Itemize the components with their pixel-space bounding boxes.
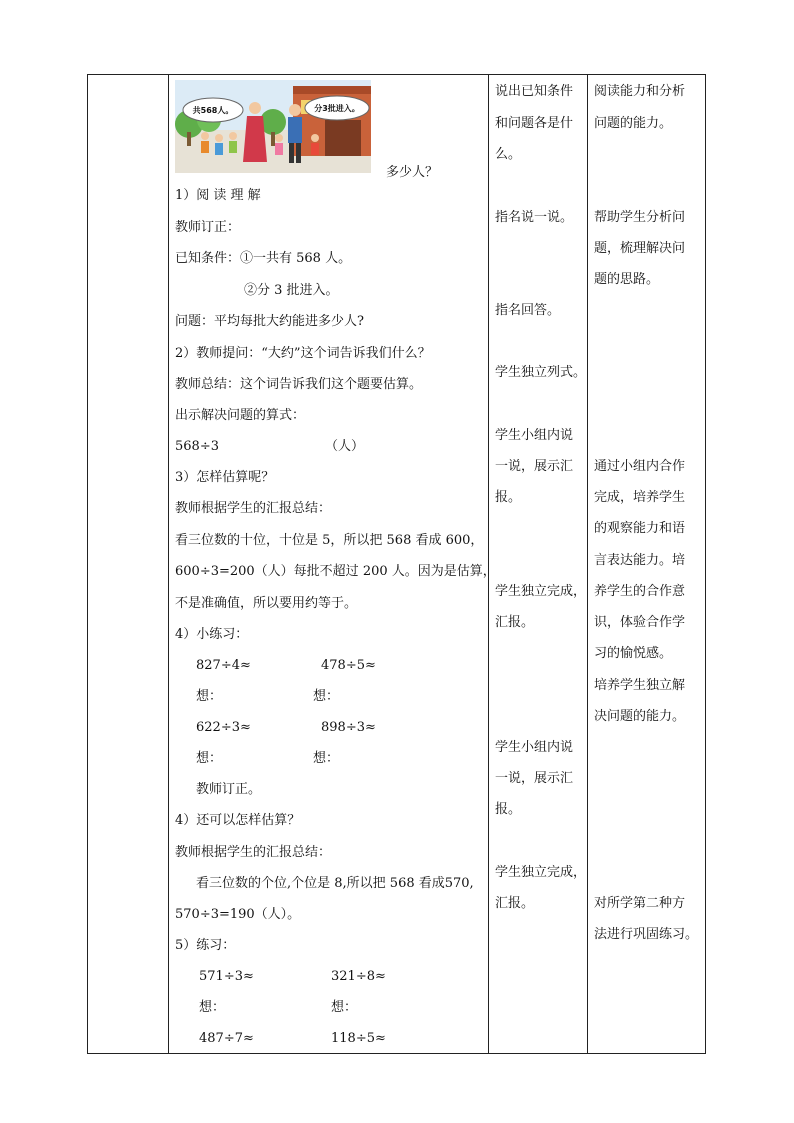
design-intent: 通过小组内合作 bbox=[594, 459, 686, 474]
exercise-1b: 321÷8≈ bbox=[331, 969, 386, 984]
student-activity: 汇报。 bbox=[495, 615, 535, 630]
design-intent: 法进行巩固练习。 bbox=[594, 927, 699, 942]
estimate-question: 3）怎样估算呢？ bbox=[175, 470, 275, 485]
student-activity: 一说，展示汇 bbox=[495, 459, 574, 474]
design-intent: 阅读能力和分析 bbox=[594, 84, 686, 99]
student-activity: 学生独立完成， bbox=[495, 865, 587, 880]
student-activity: 指名说一说。 bbox=[495, 210, 574, 225]
known-condition-2: ②分 3 批进入。 bbox=[244, 283, 339, 298]
explanation-line-1: 看三位数的十位，十位是 5，所以把 568 看成 600， bbox=[175, 533, 484, 548]
exercise-1a: 571÷3≈ bbox=[199, 969, 254, 984]
think-1a: 想： bbox=[196, 689, 223, 704]
think-1b: 想： bbox=[313, 689, 340, 704]
exercise-2a: 487÷7≈ bbox=[199, 1031, 254, 1046]
student-activity: 一说，展示汇 bbox=[495, 771, 574, 786]
formula-label: 出示解决问题的算式： bbox=[175, 408, 306, 423]
classroom-illustration bbox=[175, 80, 371, 173]
teacher-correction-label: 教师订正： bbox=[175, 220, 241, 235]
design-intent: 完成，培养学生 bbox=[594, 490, 686, 505]
mini-practice-heading: 4）小练习： bbox=[175, 627, 249, 642]
student-activity: 报。 bbox=[495, 490, 522, 505]
question-tail: 多少人？ bbox=[386, 165, 439, 180]
student-activity: 说出已知条件 bbox=[495, 84, 574, 99]
exercise-think-a: 想： bbox=[199, 1000, 226, 1015]
student-activity: 学生独立完成， bbox=[495, 584, 587, 599]
design-intent: 言表达能力。培 bbox=[594, 553, 686, 568]
column-divider-1 bbox=[168, 75, 169, 1053]
formula-unit: （人） bbox=[325, 439, 365, 454]
column-divider-3 bbox=[587, 75, 588, 1053]
student-activity: 么。 bbox=[495, 147, 522, 162]
exercise-2b: 118÷5≈ bbox=[331, 1031, 386, 1046]
bubble-batches-text: 分3批进入。 bbox=[314, 104, 360, 113]
another-method-question: 4）还可以怎样估算？ bbox=[175, 813, 301, 828]
teacher-question: 2）教师提问：“大约”这个词告诉我们什么？ bbox=[175, 346, 431, 361]
design-intent: 习的愉悦感。 bbox=[594, 646, 673, 661]
student-activity: 汇报。 bbox=[495, 896, 535, 911]
exercise-think-b: 想： bbox=[331, 1000, 358, 1015]
student-activity: 学生独立列式。 bbox=[495, 365, 587, 380]
formula-expression: 568÷3 bbox=[175, 439, 219, 454]
design-intent: 题，梳理解决问 bbox=[594, 241, 686, 256]
practice-1a: 827÷4≈ bbox=[196, 658, 251, 673]
student-activity: 学生小组内说 bbox=[495, 428, 574, 443]
exercise-heading: 5）练习： bbox=[175, 938, 236, 953]
explanation-line-2: 600÷3=200（人）每批不超过 200 人。因为是估算， bbox=[175, 564, 496, 579]
design-intent: 对所学第二种方 bbox=[594, 896, 686, 911]
student-activity: 指名回答。 bbox=[495, 303, 561, 318]
teacher-summary-2: 教师根据学生的汇报总结： bbox=[175, 501, 332, 516]
design-intent: 题的思路。 bbox=[594, 272, 660, 287]
student-activity: 和问题各是什 bbox=[495, 116, 574, 131]
explanation-line-3: 不是准确值，所以要用约等于。 bbox=[175, 596, 358, 611]
design-intent: 识，体验合作学 bbox=[594, 615, 686, 630]
practice-1b: 478÷5≈ bbox=[321, 658, 376, 673]
teacher-correction-2: 教师订正。 bbox=[196, 782, 262, 797]
method-2-line-2: 570÷3=190（人）。 bbox=[175, 907, 301, 922]
section-reading-comprehension: 1）阅 读 理 解 bbox=[175, 188, 261, 203]
teacher-summary-3: 教师根据学生的汇报总结： bbox=[175, 845, 332, 860]
design-intent: 培养学生独立解 bbox=[594, 678, 686, 693]
bubble-total-text: 共568人。 bbox=[192, 106, 234, 115]
practice-2a: 622÷3≈ bbox=[196, 720, 251, 735]
design-intent: 问题的能力。 bbox=[594, 116, 673, 131]
problem-question: 问题：平均每批大约能进多少人? bbox=[175, 314, 364, 329]
student-activity: 学生小组内说 bbox=[495, 740, 574, 755]
think-2a: 想： bbox=[196, 751, 223, 766]
teacher-summary-1: 教师总结：这个词告诉我们这个题要估算。 bbox=[175, 377, 423, 392]
student-activity: 报。 bbox=[495, 802, 522, 817]
design-intent: 的观察能力和语 bbox=[594, 521, 686, 536]
design-intent: 养学生的合作意 bbox=[594, 584, 686, 599]
think-2b: 想： bbox=[313, 751, 340, 766]
design-intent: 帮助学生分析问 bbox=[594, 210, 686, 225]
method-2-line-1: 看三位数的个位,个位是 8,所以把 568 看成570, bbox=[196, 876, 474, 891]
practice-2b: 898÷3≈ bbox=[321, 720, 376, 735]
design-intent: 决问题的能力。 bbox=[594, 709, 686, 724]
known-condition-1: 已知条件：①一共有 568 人。 bbox=[175, 251, 352, 266]
